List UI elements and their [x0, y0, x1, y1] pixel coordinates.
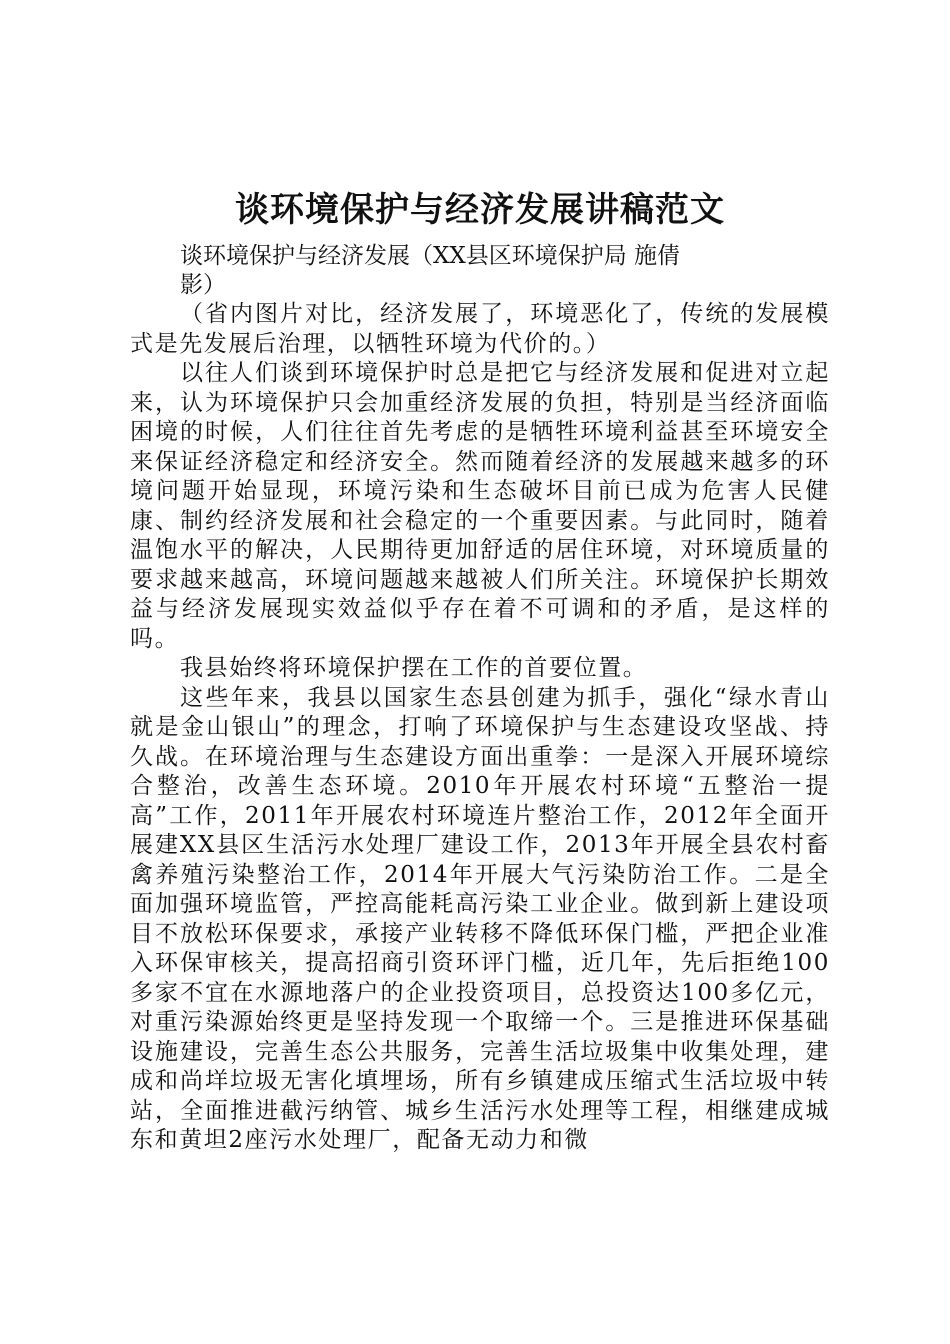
paragraph-3: 我县始终将环境保护摆在工作的首要位置。 [180, 655, 648, 681]
document-subtitle: 谈环境保护与经济发展（XX县区环境保护局 施倩影） [180, 243, 681, 298]
paragraph-2: 以往人们谈到环境保护时总是把它与经济发展和促进对立起来，认为环境保护只会加重经济发展的负担，特别是当经济面临困境的时候，人们往往首先考虑的是牺牲环境利益甚至环境安全来保证经济稳定和经济安全。然而随着经济的发展越来越多的环境问题开始显现，环境污染和生态破坏目前已成为危害人民健康、制约经济发展和社会稳定的一个重要因素。与此同时，随着温饱水平的解决，人民期待更加舒适的居住环境，对环境质量的要求越来越高，环境问题越来越被人们所关注。环境保护长期效益与经济发展现实效益似乎存在着不可调和的矛盾，是这样的吗。 [130, 360, 830, 652]
document-title: 谈环境保护与经济发展讲稿范文 [235, 190, 725, 230]
document-page [130, 180, 830, 1156]
paragraph-4: 这些年来，我县以国家生态县创建为抓手，强化“绿水青山就是金山银山”的理念，打响了环境保护与生态建设攻坚战、持久战。在环境治理与生态建设方面出重拳：一是深入开展环境综合整治，改善生态环境。2010年开展农村环境“五整治一提高”工作，2011年开展农村环境连片整治工作，2012年全面开展建XX县区生活污水处理厂建设工作，2013年开展全县农村畜禽养殖污染整治工作，2014年开展大气污染防治工作。二是全面加强环境监管，严控高能耗高污染工业企业。做到新上建设项目不放松环保要求，承接产业转移不降低环保门槛，严把企业准入环保审核关，提高招商引资环评门槛，近几年，先后拒绝100多家不宜在水源地落户的企业投资项目，总投资达100多亿元，对重污染源始终更是坚持发现一个取缔一个。三是推进环保基础设施建设，完善生态公共服务，完善生活垃圾集中收集处理，建成和尚垟垃圾无害化填埋场，所有乡镇建成压缩式生活垃圾中转站，全面推进截污纳管、城乡生活污水处理等工程，相继建成城东和黄坦2座污水处理厂，配备无动力和微 [130, 684, 830, 1153]
paragraph-1: （省内图片对比，经济发展了，环境恶化了，传统的发展模式是先发展后治理，以牺牲环境为代价的。） [130, 301, 830, 357]
